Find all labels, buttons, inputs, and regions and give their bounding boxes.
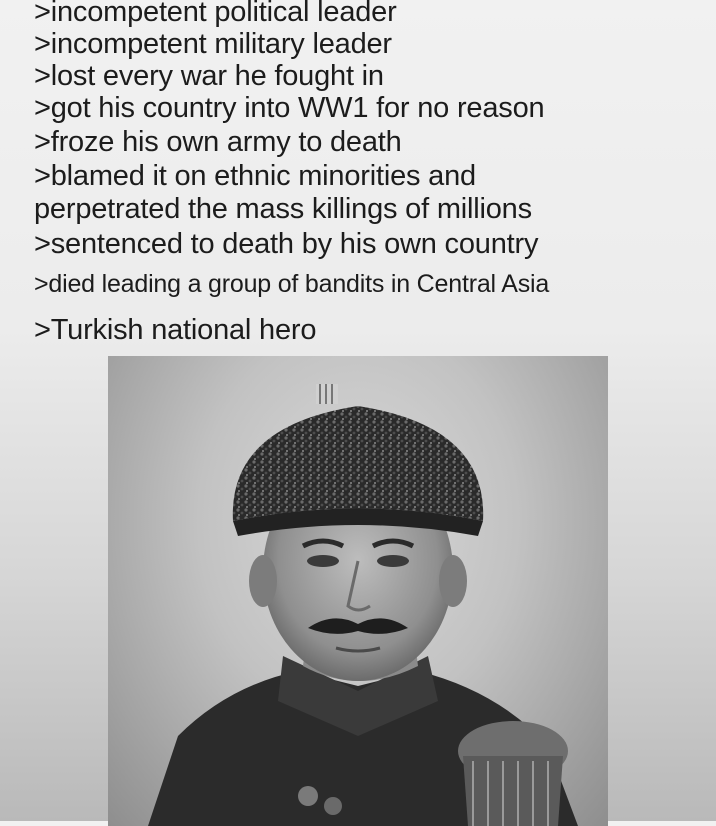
text-line-3: >lost every war he fought in — [34, 60, 384, 92]
text-line-2: >incompetent military leader — [34, 28, 392, 60]
portrait-illustration — [108, 356, 608, 826]
text-line-7: perpetrated the mass killings of millions — [34, 193, 532, 225]
text-line-1: >incompetent political leader — [34, 0, 397, 28]
text-line-6: >blamed it on ethnic minorities and — [34, 160, 476, 192]
text-line-5: >froze his own army to death — [34, 126, 402, 158]
text-line-8: >sentenced to death by his own country — [34, 228, 539, 260]
portrait-photo — [108, 356, 608, 826]
text-line-9: >died leading a group of bandits in Central Asia — [34, 270, 550, 298]
text-line-4: >got his country into WW1 for no reason — [34, 92, 545, 124]
text-line-10: >Turkish national hero — [34, 314, 317, 346]
